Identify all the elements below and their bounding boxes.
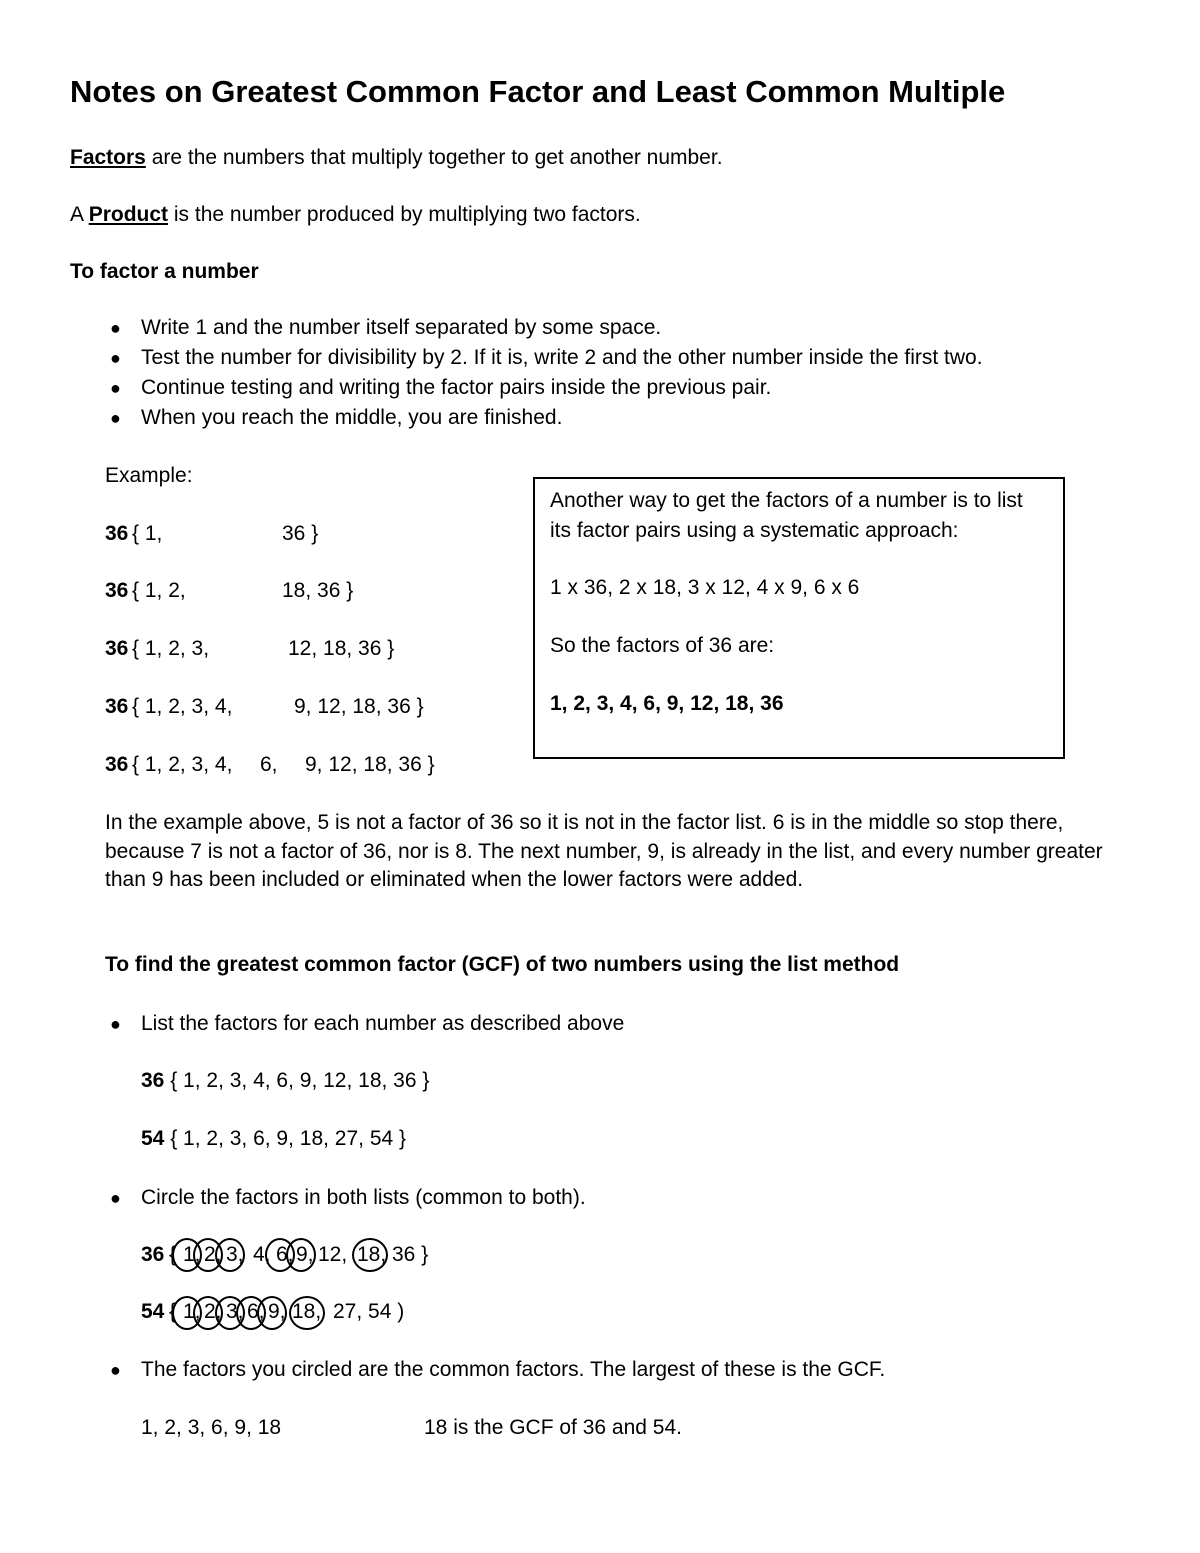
bullet-icon: ● [110, 318, 121, 338]
factors-definition [70, 146, 723, 170]
circled-token: 3, [226, 1243, 244, 1266]
example-number: 36 [105, 637, 129, 660]
circled-token: 1, [183, 1300, 201, 1323]
circled-token: 12, [318, 1243, 348, 1266]
example-label: Example: [105, 464, 193, 487]
product-term: Product [88, 203, 169, 226]
circle-mark [289, 1296, 325, 1330]
example-row-left: { 1, 2, 3, 4, [132, 695, 233, 718]
bullet-icon: ● [110, 1188, 121, 1208]
example-number: 36 [105, 579, 129, 602]
example-number: 36 [105, 753, 129, 776]
circled-token: 3, [226, 1300, 244, 1323]
list-number: 54 [141, 1127, 165, 1150]
circle-mark [352, 1238, 388, 1272]
gcf-step-3: The factors you circled are the common factors. The largest of these is the GCF. [141, 1358, 886, 1381]
gcf-section-heading: To find the greatest common factor (GCF) of two numbers using the list method [105, 953, 900, 976]
factor-step-4: When you reach the middle, you are finished. [141, 406, 563, 429]
factor-pairs-box [533, 477, 1065, 759]
circled-token: 6, [276, 1243, 294, 1266]
example-row-right: 36 } [282, 522, 319, 545]
product-prefix: A [70, 203, 89, 226]
product-definition-text: is the number produced by multiplying two factors. [168, 203, 641, 226]
circled-token: 36 } [392, 1243, 429, 1266]
circled-token: 6, [247, 1300, 265, 1323]
gcf-step-1: List the factors for each number as described above [141, 1012, 625, 1035]
circle-mark [215, 1238, 245, 1272]
gcf-result: 18 is the GCF of 36 and 54. [424, 1416, 682, 1439]
list-number: 36 [141, 1069, 165, 1092]
box-factor-list: 1, 2, 3, 4, 6, 9, 12, 18, 36 [550, 692, 784, 715]
factor-list-36 [141, 1069, 429, 1093]
circled-token: 27, 54 ) [333, 1300, 405, 1323]
circled-token: { [169, 1300, 177, 1323]
circled-list-number: 36 [141, 1243, 165, 1266]
factor-step-2: Test the number for divisibility by 2. If it is, write 2 and the other number inside the first two. [141, 346, 983, 369]
example-row-left: { 1, 2, 3, [132, 637, 210, 660]
example-row-left: { 1, 2, [132, 579, 186, 602]
factor-section-heading: To factor a number [70, 260, 259, 283]
example-row-right: 9, 12, 18, 36 } [294, 695, 424, 718]
circled-token: 1, [183, 1243, 201, 1266]
page-title: Notes on Greatest Common Factor and Least Common Multiple [70, 74, 1006, 109]
box-line-2: its factor pairs using a systematic approach: [550, 519, 959, 542]
factor-step-1: Write 1 and the number itself separated by some space. [141, 316, 662, 339]
factor-step-3: Continue testing and writing the factor pairs inside the previous pair. [141, 376, 772, 399]
example-row-right: 18, 36 } [282, 579, 354, 602]
bullet-icon: ● [110, 1014, 121, 1034]
circled-token: 9, [268, 1300, 286, 1323]
list-values: { 1, 2, 3, 6, 9, 18, 27, 54 } [164, 1127, 407, 1150]
factors-definition-text: are the numbers that multiply together to get another number. [145, 146, 723, 169]
circled-token: 2, [204, 1243, 222, 1266]
circled-token: { [169, 1243, 177, 1266]
example-explanation: In the example above, 5 is not a factor of 36 so it is not in the factor list. 6 is in the middle so stop there, because 7 is not a factor of 36, nor is 8. The next number, 9, is already in the list, and every number greater than 9 has been included or eliminated when the lower factors were added. [105, 811, 1103, 891]
gcf-step-2: Circle the factors in both lists (common to both). [141, 1186, 586, 1209]
product-definition [70, 203, 641, 227]
circled-token: 18, [292, 1300, 322, 1323]
circle-mark [257, 1296, 287, 1330]
bullet-icon: ● [110, 348, 121, 368]
bullet-icon: ● [110, 408, 121, 428]
circle-mark [286, 1238, 316, 1272]
box-factor-pairs: 1 x 36, 2 x 18, 3 x 12, 4 x 9, 6 x 6 [550, 576, 860, 599]
common-factors-list: 1, 2, 3, 6, 9, 18 [141, 1416, 282, 1439]
factor-list-54 [141, 1127, 406, 1151]
box-so-label: So the factors of 36 are: [550, 634, 775, 657]
example-row-middle: 6, [260, 753, 278, 776]
example-row-left: { 1, 2, 3, 4, [132, 753, 233, 776]
example-number: 36 [105, 522, 129, 545]
circled-token: 9, [296, 1243, 314, 1266]
example-row-right: 9, 12, 18, 36 } [305, 753, 435, 776]
example-row-right: 12, 18, 36 } [288, 637, 395, 660]
bullet-icon: ● [110, 378, 121, 398]
circled-token: 2, [204, 1300, 222, 1323]
circled-list-number: 54 [141, 1300, 165, 1323]
circled-token: 18, [357, 1243, 387, 1266]
box-line-1: Another way to get the factors of a number is to list [550, 489, 1023, 512]
example-number: 36 [105, 695, 129, 718]
example-row-left: { 1, [132, 522, 163, 545]
list-values: { 1, 2, 3, 4, 6, 9, 12, 18, 36 } [164, 1069, 430, 1092]
circled-token: 4, [253, 1243, 271, 1266]
factors-term: Factors [70, 146, 146, 169]
bullet-icon: ● [110, 1360, 121, 1380]
